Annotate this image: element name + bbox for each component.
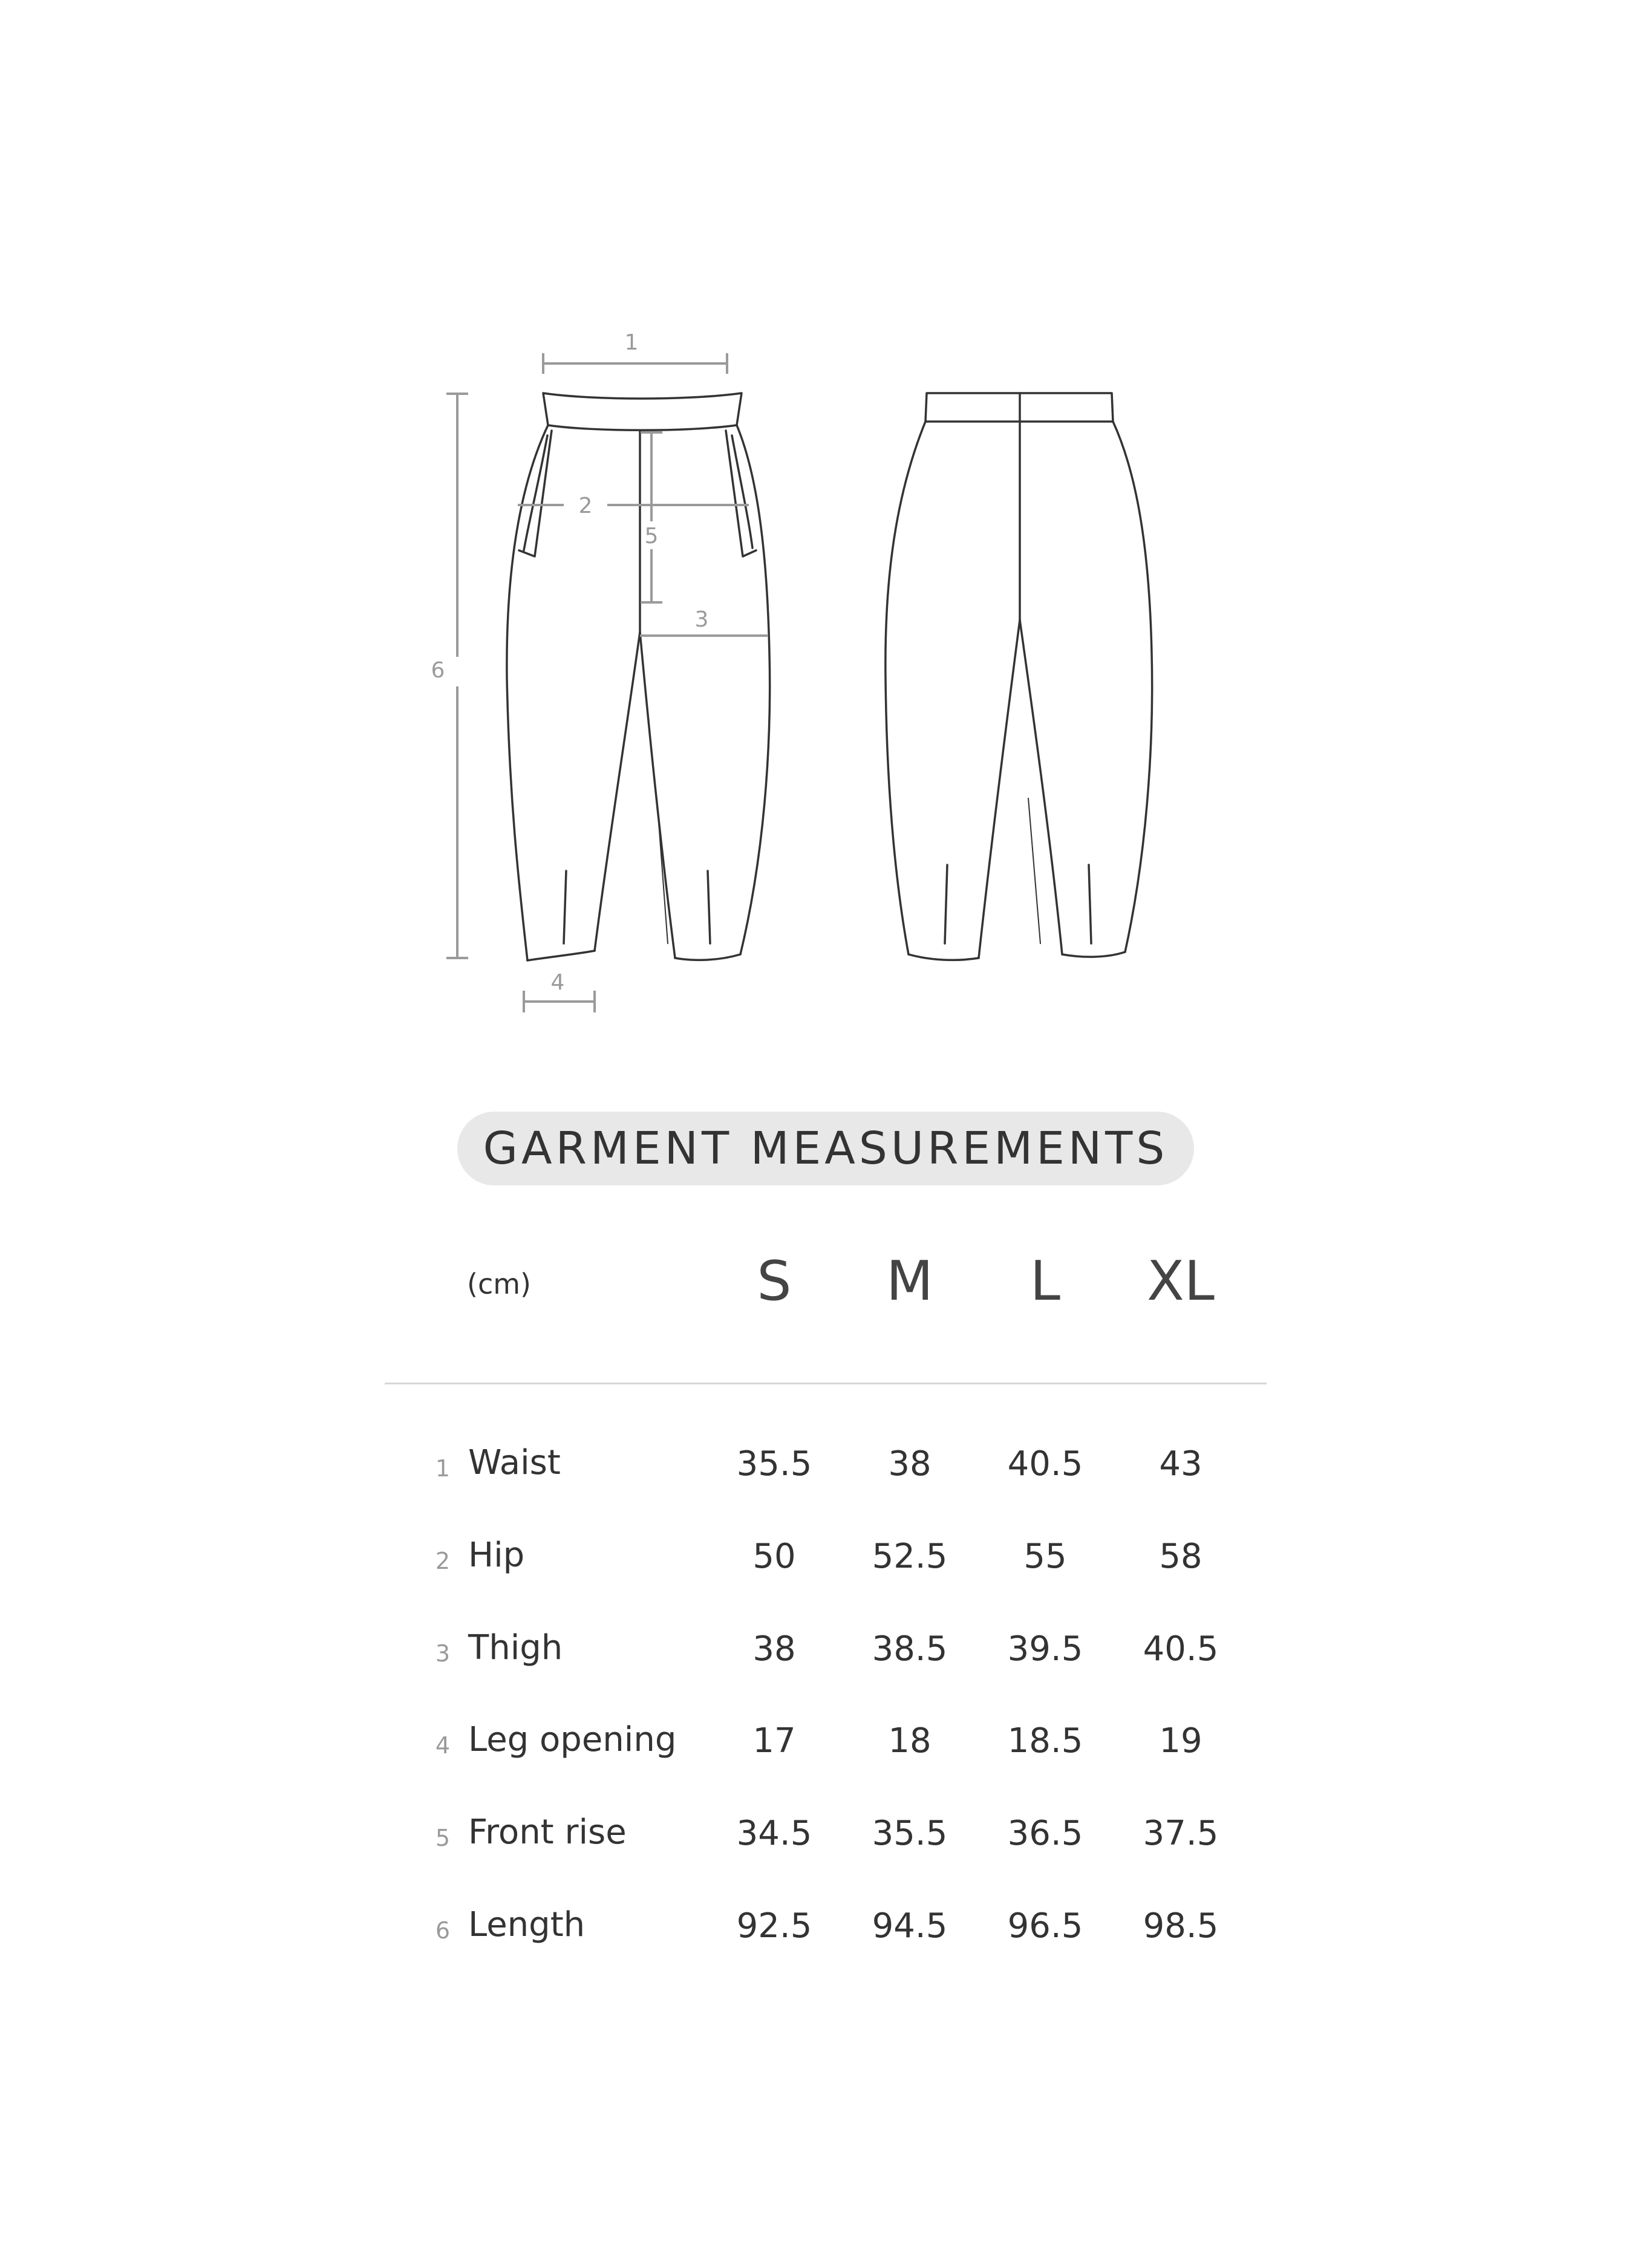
table-row [0,1713,1638,1773]
measurements-title-badge [457,1112,1194,1185]
row-number: 1 [435,1455,451,1482]
cell-value: 38 [752,1629,796,1669]
dimension-label-4: 4 [550,970,565,995]
dimension-label-5: 5 [644,524,659,549]
row-label: Thigh [468,1628,563,1667]
cell-value: 43 [1159,1444,1202,1484]
cell-value: 52.5 [872,1537,948,1576]
row-number: 4 [435,1732,451,1759]
cell-value: 55 [1023,1537,1067,1576]
cell-value: 36.5 [1007,1814,1083,1853]
row-label: Length [468,1905,586,1944]
cell-value: 38.5 [872,1629,948,1669]
table-row [0,1436,1638,1496]
dimension-label-6: 6 [431,658,445,683]
front-right-hem [675,954,740,960]
row-number: 2 [435,1548,451,1574]
front-right-inseam [640,632,675,958]
size-header-xl: XL [1147,1250,1215,1313]
cell-value: 58 [1159,1537,1202,1576]
back-right-outseam [1113,422,1152,952]
cell-value: 17 [752,1721,796,1761]
row-label: Waist [468,1443,561,1482]
cell-value: 34.5 [736,1814,812,1853]
dimension-label-1: 1 [624,330,639,355]
cell-value: 18 [888,1721,932,1761]
cell-value: 35.5 [736,1444,812,1484]
dimension-label-3: 3 [694,607,709,632]
back-right-inseam [1020,620,1062,954]
dimension-5-front-rise [641,432,662,602]
cell-value: 35.5 [872,1814,948,1853]
dimension-lines [446,353,768,1012]
table-divider [385,1383,1267,1384]
cell-value: 19 [1159,1721,1202,1761]
size-header-m: M [886,1250,933,1313]
row-number: 3 [435,1640,451,1667]
dimension-6-length [446,394,468,958]
unit-label: (cm) [467,1268,531,1300]
cell-value: 92.5 [736,1906,812,1946]
front-waistband [543,393,742,430]
cell-value: 18.5 [1007,1721,1083,1761]
table-row [0,1805,1638,1866]
table-row [0,1898,1638,1958]
row-label: Front rise [468,1813,627,1852]
front-view [507,393,770,960]
size-header-s: S [757,1250,792,1313]
back-left-hem [909,954,979,960]
row-label: Hip [468,1536,525,1575]
table-row [0,1621,1638,1681]
front-left-inseam [595,632,640,951]
size-header-l: L [1029,1250,1061,1313]
cell-value: 96.5 [1007,1906,1083,1946]
back-left-inseam [979,620,1020,958]
cell-value: 94.5 [872,1906,948,1946]
cell-value: 40.5 [1007,1444,1083,1484]
back-left-outseam [886,422,925,954]
table-row [0,1528,1638,1589]
front-left-hem [527,951,595,960]
back-view [886,393,1152,960]
back-right-hem [1062,952,1125,957]
page-title: GARMENT MEASUREMENTS [483,1123,1169,1175]
dimension-1-waist [543,353,727,374]
cell-value: 37.5 [1143,1814,1219,1853]
cell-value: 40.5 [1143,1629,1219,1669]
cell-value: 38 [888,1444,932,1484]
cell-value: 50 [752,1537,796,1576]
dimension-label-2: 2 [578,494,593,518]
row-number: 5 [435,1825,451,1851]
row-label: Leg opening [468,1720,677,1759]
row-number: 6 [435,1917,451,1944]
cell-value: 39.5 [1007,1629,1083,1669]
trousers-technical-drawing [0,0,1638,1089]
cell-value: 98.5 [1143,1906,1219,1946]
